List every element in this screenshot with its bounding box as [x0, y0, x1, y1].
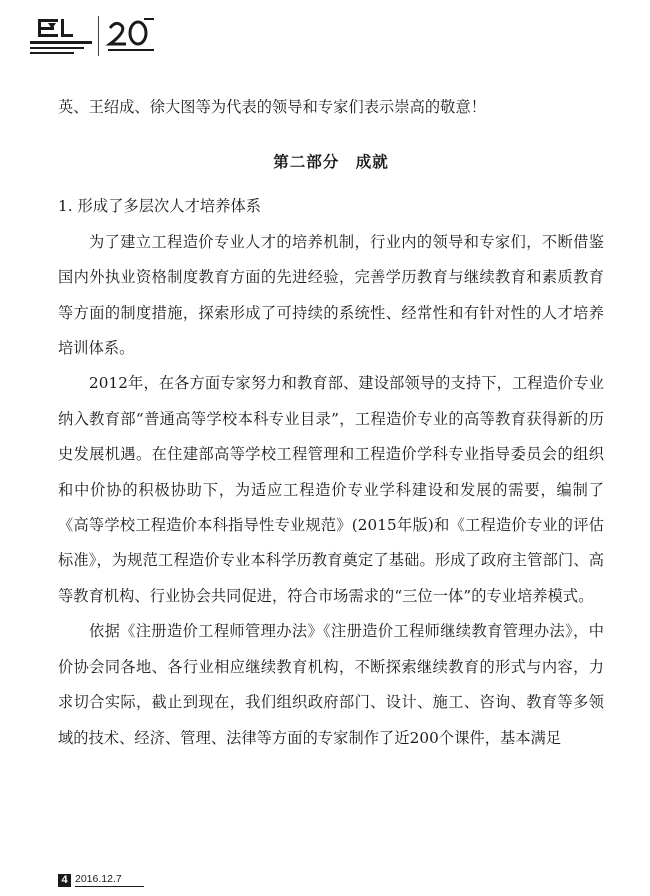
page-number: 4 — [58, 874, 71, 887]
header-divider — [98, 16, 99, 56]
paragraph: 依据《注册造价工程师管理办法》《注册造价工程师继续教育管理办法》，中价协会同各地、各行业相应继续教育机构，不断探索继续教育的形式与内容，力求切合实际，截止到现在，我们组织政府部门、设计、施工、咨询、教育等多领域的技术、经济、管理、法律等方面的专家制作了近200个课件，基本满足 — [58, 622, 604, 747]
subheading: 1. 形成了多层次人才培养体系 — [58, 197, 262, 216]
page-footer — [58, 872, 144, 888]
cecn-logo-icon — [28, 14, 94, 58]
section-heading: 第二部分 成就 — [273, 153, 389, 172]
paragraph-continuation: 英、王绍成、徐大图等为代表的领导和专家们表示崇高的敬意！ — [58, 98, 487, 116]
page-header — [28, 14, 228, 60]
article-body — [58, 90, 604, 756]
anniversary-20-logo-icon — [104, 14, 164, 58]
paragraph: 2012年，在各方面专家努力和教育部、建设部领导的支持下，工程造价专业纳入教育部“普通高等学校本科专业目录”，工程造价专业的高等教育获得新的历史发展机遇。在住建部高等学校工程管理和工程造价学科专业指导委员会的组织和中价协的积极协助下，为适应工程造价专业学科建设和发展的需要，编制了《高等学校工程造价本科指导性专业规范》(2015年版)和《工程造价专业的评估标准》，为规范工程造价专业本科学历教育奠定了基础。形成了政府主管部门、高等教育机构、行业协会共同促进，符合市场需求的“三位一体”的专业培养模式。 — [58, 374, 604, 605]
paragraph: 为了建立工程造价专业人才的培养机制，行业内的领导和专家们，不断借鉴国内外执业资格制度教育方面的先进经验，完善学历教育与继续教育和素质教育等方面的制度措施，探索形成了可持续的系统性、经常性和有针对性的人才培养培训体系。 — [58, 232, 604, 358]
issue-date: 2016.12.7 — [75, 873, 144, 887]
